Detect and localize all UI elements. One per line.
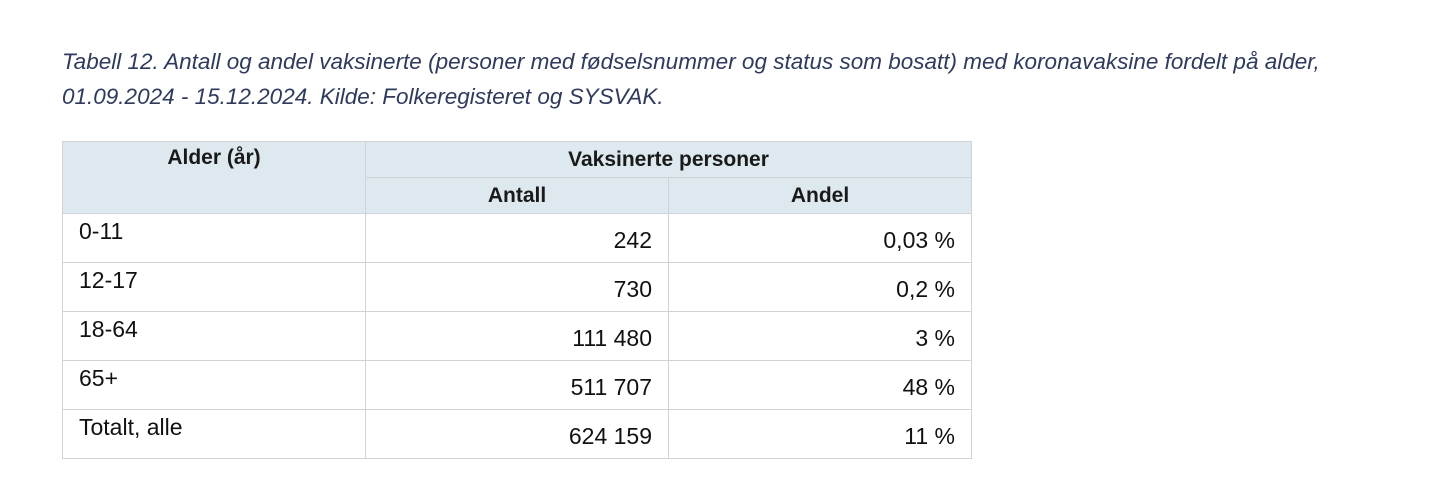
- row-age: Totalt, alle: [63, 410, 366, 459]
- row-age: 18-64: [63, 312, 366, 361]
- row-count: 111 480: [366, 312, 669, 361]
- row-share: 11 %: [669, 410, 972, 459]
- row-age: 0-11: [63, 214, 366, 263]
- row-count: 624 159: [366, 410, 669, 459]
- table-row: [63, 312, 972, 361]
- row-count: 242: [366, 214, 669, 263]
- row-age: 65+: [63, 361, 366, 410]
- table-header-row: [63, 142, 972, 178]
- row-share: 0,03 %: [669, 214, 972, 263]
- header-vaccinated-group: Vaksinerte personer: [366, 142, 972, 178]
- row-share: 48 %: [669, 361, 972, 410]
- row-age: 12-17: [63, 263, 366, 312]
- header-age: Alder (år): [63, 142, 366, 214]
- table-row: [63, 263, 972, 312]
- table-row: [63, 361, 972, 410]
- vaccination-table: [62, 141, 972, 459]
- header-count: Antall: [366, 178, 669, 214]
- row-share: 0,2 %: [669, 263, 972, 312]
- table-row-total: [63, 410, 972, 459]
- table-caption: Tabell 12. Antall og andel vaksinerte (personer med fødselsnummer og status som bosatt) med koronavaksine fordelt på alder, 01.09.2024 - 15.12.2024. Kilde: Folkeregisteret og SYSVAK.: [62, 49, 1320, 109]
- row-share: 3 %: [669, 312, 972, 361]
- row-count: 511 707: [366, 361, 669, 410]
- row-count: 730: [366, 263, 669, 312]
- header-share: Andel: [669, 178, 972, 214]
- table-row: [63, 214, 972, 263]
